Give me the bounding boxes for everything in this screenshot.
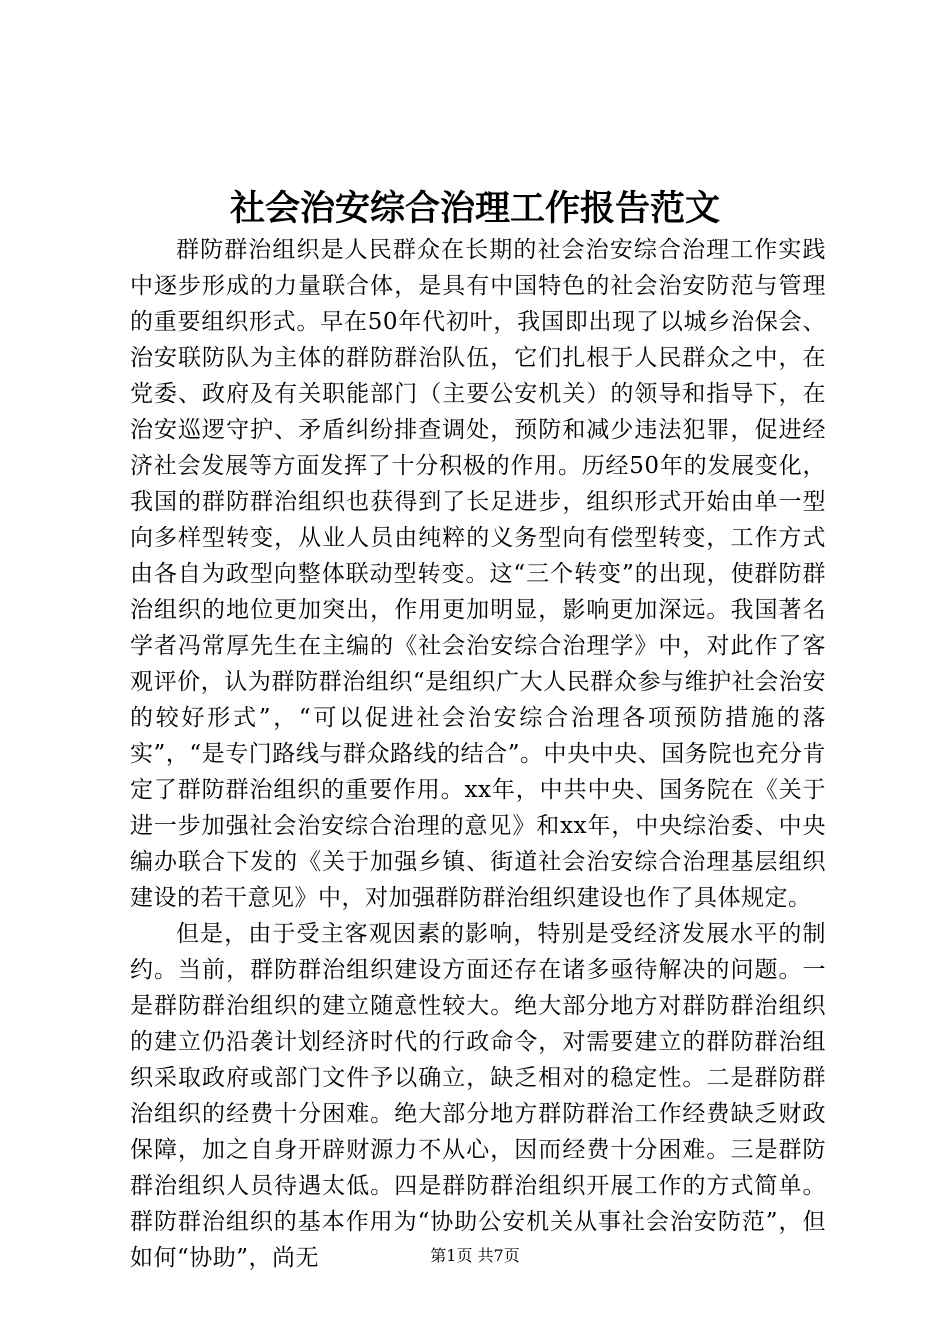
- page-number-footer: 第1页 共7页: [430, 1246, 520, 1265]
- document-body: [130, 232, 826, 1276]
- paragraph-2: 但是，由于受主客观因素的影响，特别是受经济发展水平的制约。当前，群防群治组织建设方面还存在诸多亟待解决的问题。一是群防群治组织的建立随意性较大。绝大部分地方对群防群治组织的建立仍沿袭计划经济时代的行政命令，对需要建立的群防群治组织采取政府或部门文件予以确立，缺乏相对的稳定性。二是群防群治组织的经费十分困难。绝大部分地方群防群治工作经费缺乏财政保障，加之自身开辟财源力不从心，因而经费十分困难。三是群防群治组织人员待遇太低。四是群防群治组织开展工作的方式简单。群防群治组织的基本作用为“协助公安机关从事社会治安防范”，但如何“协助”，尚无: [130, 921, 826, 1271]
- document-title: 社会治安综合治理工作报告范文: [229, 188, 720, 229]
- paragraph-1: 群防群治组织是人民群众在长期的社会治安综合治理工作实践中逐步形成的力量联合体，是具有中国特色的社会治安防范与管理的重要组织形式。早在50年代初叶，我国即出现了以城乡治保会、治安联防队为主体的群防群治队伍，它们扎根于人民群众之中，在党委、政府及有关职能部门（主要公安机关）的领导和指导下，在治安巡逻守护、矛盾纠纷排查调处，预防和减少违法犯罪，促进经济社会发展等方面发挥了十分积极的作用。历经50年的发展变化，我国的群防群治组织也获得到了长足进步，组织形式开始由单一型向多样型转变，从业人员由纯粹的义务型向有偿型转变，工作方式由各自为政型向整体联动型转变。这“三个转变”的出现，使群防群治组织的地位更加突出，作用更加明显，影响更加深远。我国著名学者冯常厚先生在主编的《社会治安综合治理学》中，对此作了客观评价，认为群防群治组织“是组织广大人民群众参与维护社会治安的较好形式”，“可以促进社会治安综合治理各项预防措施的落实”，“是专门路线与群众路线的结合”。中央中央、国务院也充分肯定了群防群治组织的重要作用。xx年，中共中央、国务院在《关于进一步加强社会治安综合治理的意见》和xx年，中央综治委、中央编办联合下发的《关于加强乡镇、街道社会治安综合治理基层组织建设的若干意见》中，对加强群防群治组织建设也作了具体规定。: [130, 237, 826, 911]
